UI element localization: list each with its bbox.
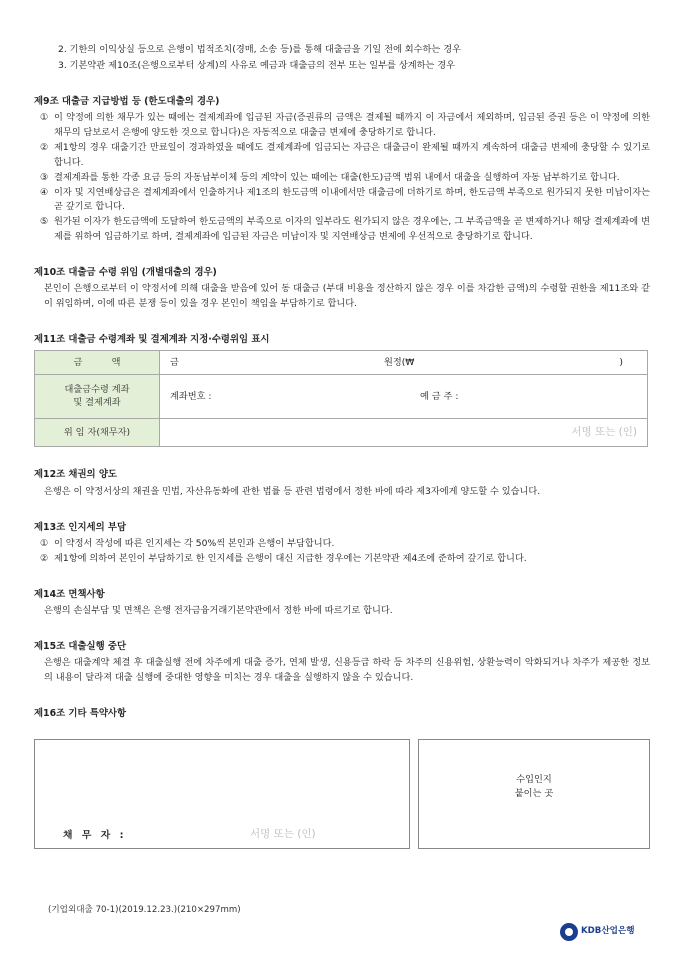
delegator-signature-field[interactable]: 서명 또는 (인) xyxy=(160,419,648,447)
article-13-title: 제13조 인지세의 부담 xyxy=(34,521,127,533)
item-text: 이 약정에 의한 채무가 있는 때에는 결제계좌에 입금된 자금(증권류의 금액은 결제될 때까지 이 자금에서 제외하며, 입금된 증권 등은 이 약정에 의한 채무의 담보로서 은행에 양도한 것으로 합니다)은 자동적으로 대출금 변제에 충당하기로 합니다. xyxy=(54,112,650,138)
amount-prefix: 금 xyxy=(170,356,179,368)
stamp-label-line2: 붙이는 곳 xyxy=(514,787,554,799)
amount-field[interactable] xyxy=(160,351,648,375)
account-label-line1: 대출금수령 계좌 xyxy=(64,384,130,396)
article-9-title: 제9조 대출금 지급방법 등 (한도대출의 경우) xyxy=(34,95,220,107)
item-text: 이자 및 지연배상금은 결제계좌에서 인출하거나 제1조의 한도금액 이내에서만 대출금에 더하기로 하며, 한도금액 부족으로 원가되지 못한 미납이자는 곧 갚기로 합니다. xyxy=(54,186,650,213)
article-10-title: 제10조 대출금 수령 위임 (개별대출의 경우) xyxy=(34,267,217,279)
amount-label: 금 액 xyxy=(35,351,160,375)
item-number: ① xyxy=(40,537,49,549)
account-holder-label: 예 금 주 : xyxy=(420,390,459,402)
list-item xyxy=(34,537,650,552)
item-number: ⑤ xyxy=(40,216,49,228)
article-14-title: 제14조 면책사항 xyxy=(34,588,105,600)
debtor-signature-field[interactable]: 서명 또는 (인) xyxy=(250,828,316,840)
bank-logo xyxy=(560,923,635,941)
list-item xyxy=(34,186,650,216)
article-14-text: 은행의 손실부담 및 면책은 은행 전자금융거래기본약관에서 정한 바에 따르기로 합니다. xyxy=(44,604,393,616)
article-12-title: 제12조 채권의 양도 xyxy=(34,469,117,481)
account-table xyxy=(34,350,648,447)
document-body xyxy=(34,43,650,723)
article-15-title: 제15조 대출실행 중단 xyxy=(34,640,127,652)
table-row xyxy=(35,419,648,447)
account-label-line2: 및 결제계좌 xyxy=(73,396,121,408)
amount-middle: 원정(₩ xyxy=(383,356,415,368)
item-text: 원가된 이자가 한도금액에 도달하여 한도금액의 부족으로 이자의 일부라도 원가되지 않은 경우에는, 그 부족금액을 곧 변제하거나 해당 결제계좌에 변제를 위하여 입금하기로 하며, 결제계좌에 입금된 자금은 미납이자 및 지연배상금 변제에 우선적으로 충당하기로 합니다. xyxy=(54,216,650,243)
list-item xyxy=(34,215,650,245)
item-text: 제1항의 경우 대출기간 만료일이 경과하였을 때에도 결제계좌에 입금되는 자금은 대출금이 완제될 때까지 계속하여 대출금 변제에 충당할 수 있기로 합니다. xyxy=(54,141,650,168)
item-number: ① xyxy=(40,112,49,124)
table-row xyxy=(35,375,648,419)
list-item xyxy=(34,171,650,186)
logo-text: KDB산업은행 xyxy=(581,926,635,937)
table-row xyxy=(35,351,648,375)
amount-suffix: ) xyxy=(619,356,623,368)
kdb-logo-icon xyxy=(560,923,578,941)
item-number: ② xyxy=(40,552,49,564)
list-item xyxy=(34,111,650,141)
item-text: 결제계좌를 통한 각종 요금 등의 자동납부이체 등의 계약이 있는 때에는 대출(한도)금액 범위 내에서 대출을 실행하여 자동 납부하기로 합니다. xyxy=(54,171,620,183)
article-15-text: 은행은 대출계약 체결 후 대출실행 전에 차주에게 대출 증가, 연체 발생, 신용등급 하락 등 차주의 신용위험, 상환능력이 악화되거나 차주가 제공한 정보의 내용이 달라져 대출 실행에 중대한 영향을 미치는 경우 대출을 실행하지 않을 수 있습니다. xyxy=(44,657,650,683)
item-number: ④ xyxy=(40,186,49,198)
list-item: 2. 기한의 이익상실 등으로 은행이 법적조치(경매, 소송 등)를 통해 대출금을 기일 전에 회수하는 경우 xyxy=(58,44,461,55)
account-number-label: 계좌번호 : xyxy=(170,390,212,402)
item-text: 이 약정서 작성에 따른 인지세는 각 50%씩 본인과 은행이 부담합니다. xyxy=(54,537,335,549)
list-item: 3. 기본약관 제10조(은행으로부터 상계)의 사유로 예금과 대출금의 전부 또는 일부를 상계하는 경우 xyxy=(58,59,456,71)
item-number: ③ xyxy=(40,171,49,183)
list-item xyxy=(34,552,650,567)
top-list xyxy=(34,43,650,74)
stamp-label-line1: 수입인지 xyxy=(516,774,552,785)
revenue-stamp-box xyxy=(418,739,650,849)
account-field[interactable] xyxy=(160,375,648,419)
special-terms-area xyxy=(34,739,650,849)
delegator-label: 위 임 자(채무자) xyxy=(35,419,160,447)
article-12-text: 은행은 이 약정서상의 채권을 민법, 자산유동화에 관한 법률 등 관련 법령에서 정한 바에 따라 제3자에게 양도할 수 있습니다. xyxy=(44,485,541,497)
article-16-title: 제16조 기타 특약사항 xyxy=(34,707,127,719)
article-10-text: 본인이 은행으로부터 이 약정서에 의해 대출을 받음에 있어 동 대출금 (부대 비용을 정산하지 않은 경우 이를 차감한 금액)의 수령할 권한을 제11조와 같이 위임하며, 이에 따른 분쟁 등이 있을 경우 본인이 책임을 부담하기로 합니다. xyxy=(44,283,650,310)
special-terms-box[interactable] xyxy=(34,739,410,849)
form-code: (기업외대출 70-1)(2019.12.23.)(210×297mm) xyxy=(48,905,241,915)
debtor-label: 채 무 자 : xyxy=(63,830,127,841)
article-11-title: 제11조 대출금 수령계좌 및 결제계좌 지정·수령위임 표시 xyxy=(34,334,270,346)
account-label xyxy=(35,375,160,419)
item-text: 제1항에 의하여 본인이 부담하기로 한 인지세를 은행이 대신 지급한 경우에는 기본약관 제4조에 준하여 갚기로 합니다. xyxy=(54,552,527,564)
list-item xyxy=(34,141,650,171)
item-number: ② xyxy=(40,141,49,153)
